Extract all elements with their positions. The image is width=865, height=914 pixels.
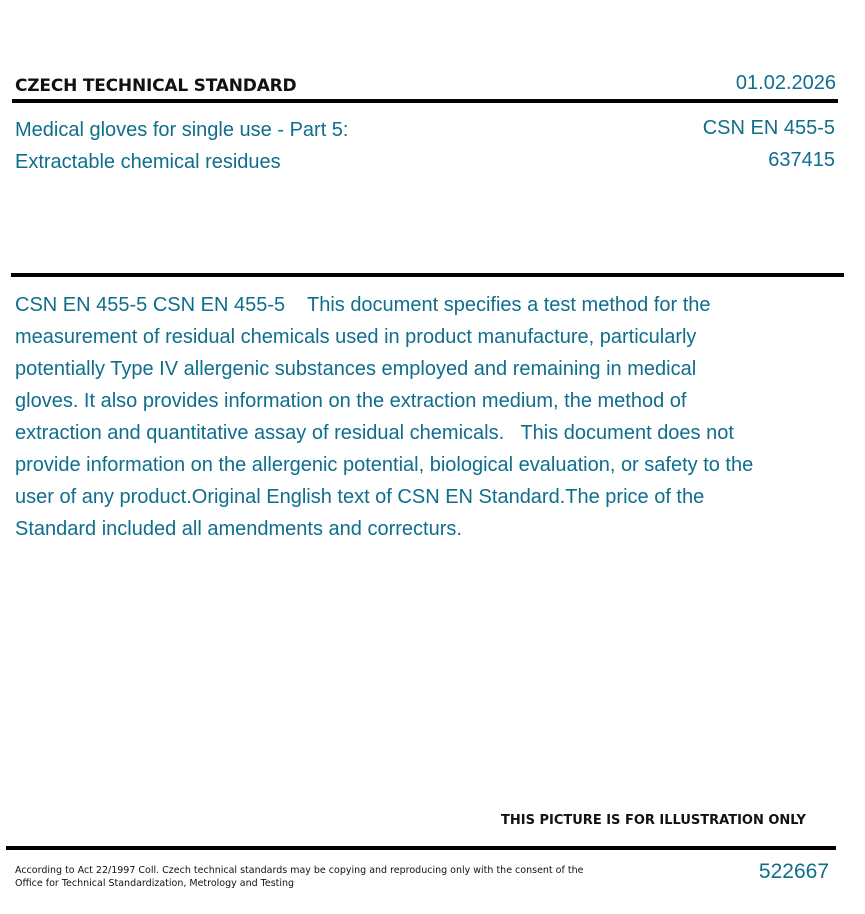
illustration-disclaimer: THIS PICTURE IS FOR ILLUSTRATION ONLY: [501, 813, 806, 828]
footer-divider: [6, 846, 836, 850]
title-divider: [11, 273, 844, 277]
header-divider: [12, 99, 838, 103]
standard-title: Medical gloves for single use - Part 5: Extractable chemical residues: [15, 119, 349, 173]
standard-description: CSN EN 455-5 CSN EN 455-5 This document specifies a test method for the measurement of residual chemicals used in product manufacture, particularly potentially Type IV allergenic substances employed and remaining in medical gloves. It also provides information on the extraction medium, the method of extraction and quantitative assay of residual chemicals. This document does not provide information on the allergenic potential, biological evaluation, or safety to the user of any product.Original English text of CSN EN Standard.The price of the Standard included all amendments and correcturs.: [15, 294, 759, 540]
document-category: CZECH TECHNICAL STANDARD: [15, 76, 297, 96]
legal-note: According to Act 22/1997 Coll. Czech technical standards may be copying and reproducing only with the consent of the Office for Technical Standardization, Metrology and Testing: [15, 865, 584, 889]
catalog-number: 637415: [768, 149, 835, 171]
document-id: 522667: [758, 860, 829, 883]
standard-code: CSN EN 455-5: [702, 117, 835, 139]
publication-date: 01.02.2026: [735, 72, 836, 94]
